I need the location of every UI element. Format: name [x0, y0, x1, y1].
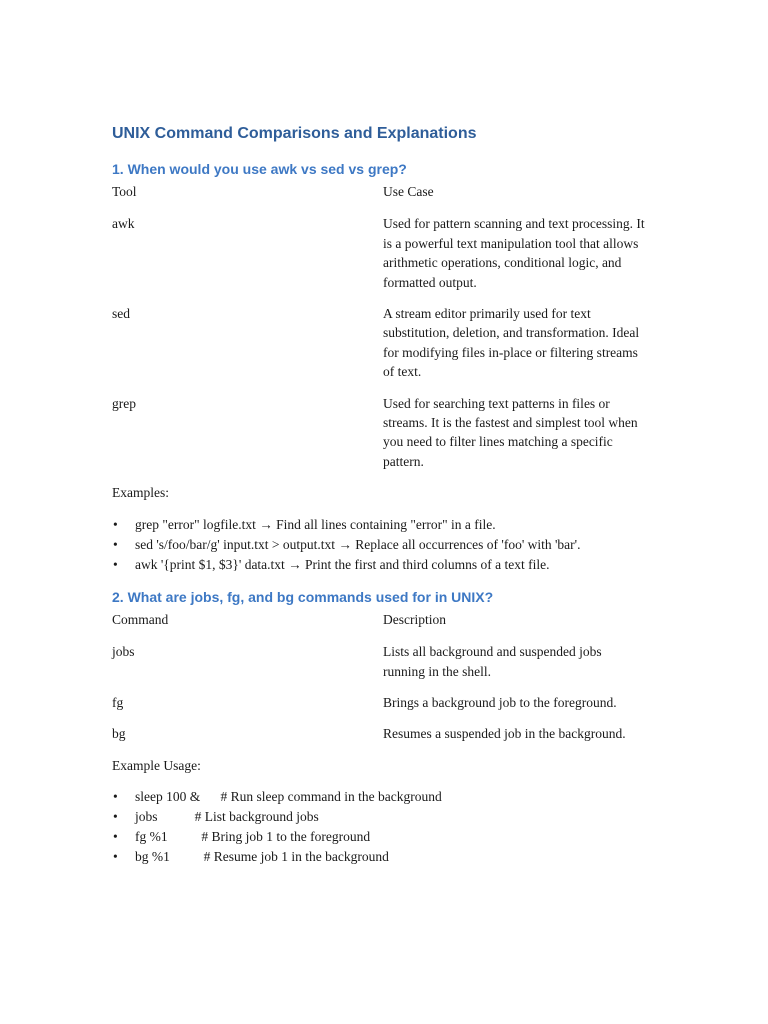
bullet-icon: • — [113, 536, 118, 552]
tool-name-cell: awk — [112, 216, 135, 232]
document-title: UNIX Command Comparisons and Explanations — [112, 125, 477, 142]
command-name-cell: jobs — [112, 644, 135, 660]
list-item — [112, 535, 656, 555]
examples-label: Examples: — [112, 485, 169, 501]
command-description-cell: Lists all background and suspended jobs running in the shell. — [383, 644, 602, 679]
commands-table — [112, 610, 656, 744]
example-text: jobs # List background jobs — [135, 809, 319, 825]
table-row — [112, 693, 656, 712]
table-row — [112, 304, 656, 382]
tools-table — [112, 182, 656, 471]
table-row — [112, 214, 656, 292]
bullet-icon: • — [113, 556, 118, 572]
example-usage-list — [112, 787, 656, 867]
example-text: sed 's/foo/bar/g' input.txt > output.txt → Replace all occurrences of 'foo' with 'bar'. — [135, 536, 581, 552]
command-name-cell: fg — [112, 694, 124, 710]
example-text: bg %1 # Resume job 1 in the background — [135, 849, 389, 865]
table-header-row — [112, 610, 656, 629]
section-2-heading: 2. What are jobs, fg, and bg commands used for in UNIX? — [112, 588, 494, 605]
section-1-heading: 1. When would you use awk vs sed vs grep? — [112, 161, 407, 177]
list-item — [112, 515, 656, 535]
table-row — [112, 642, 656, 681]
command-description-cell: Resumes a suspended job in the background. — [383, 726, 626, 742]
command-name-cell: bg — [112, 726, 126, 742]
column-header-command: Command — [112, 611, 169, 627]
column-header-use-case: Use Case — [383, 184, 434, 199]
list-item — [112, 807, 656, 827]
list-item — [112, 787, 656, 807]
command-description-cell: Brings a background job to the foreground. — [383, 694, 617, 710]
tool-name-cell: grep — [112, 395, 136, 411]
tool-description-cell: Used for pattern scanning and text processing. It is a powerful text manipulation tool that allows arithmetic operations, conditional logic, and formatted output. — [383, 216, 645, 290]
table-row — [112, 724, 656, 743]
bullet-icon: • — [113, 809, 118, 825]
table-header-row — [112, 182, 656, 201]
section-jobs-fg-bg — [112, 588, 656, 867]
list-item — [112, 555, 656, 575]
tool-name-cell: sed — [112, 306, 130, 322]
tool-description-cell: Used for searching text patterns in files or streams. It is the fastest and simplest tool when you need to filter lines matching a specific pattern. — [383, 395, 638, 469]
table-row — [112, 394, 656, 472]
example-text: sleep 100 & # Run sleep command in the background — [135, 789, 442, 805]
column-header-tool: Tool — [112, 184, 137, 199]
bullet-icon: • — [113, 516, 118, 532]
list-item — [112, 827, 656, 847]
section-awk-sed-grep — [112, 160, 656, 575]
example-text: grep "error" logfile.txt → Find all lines containing "error" in a file. — [135, 516, 496, 532]
example-text: fg %1 # Bring job 1 to the foreground — [135, 829, 371, 845]
bullet-icon: • — [113, 789, 118, 805]
examples-list — [112, 515, 656, 575]
example-usage-label: Example Usage: — [112, 757, 201, 773]
example-text: awk '{print $1, $3}' data.txt → Print the first and third columns of a text file. — [135, 556, 550, 572]
tool-description-cell: A stream editor primarily used for text substitution, deletion, and transformation. Ideal for modifying files in-place or filtering streams of text. — [383, 306, 640, 380]
bullet-icon: • — [113, 849, 118, 865]
bullet-icon: • — [113, 829, 118, 845]
list-item — [112, 847, 656, 867]
column-header-description: Description — [383, 611, 446, 627]
